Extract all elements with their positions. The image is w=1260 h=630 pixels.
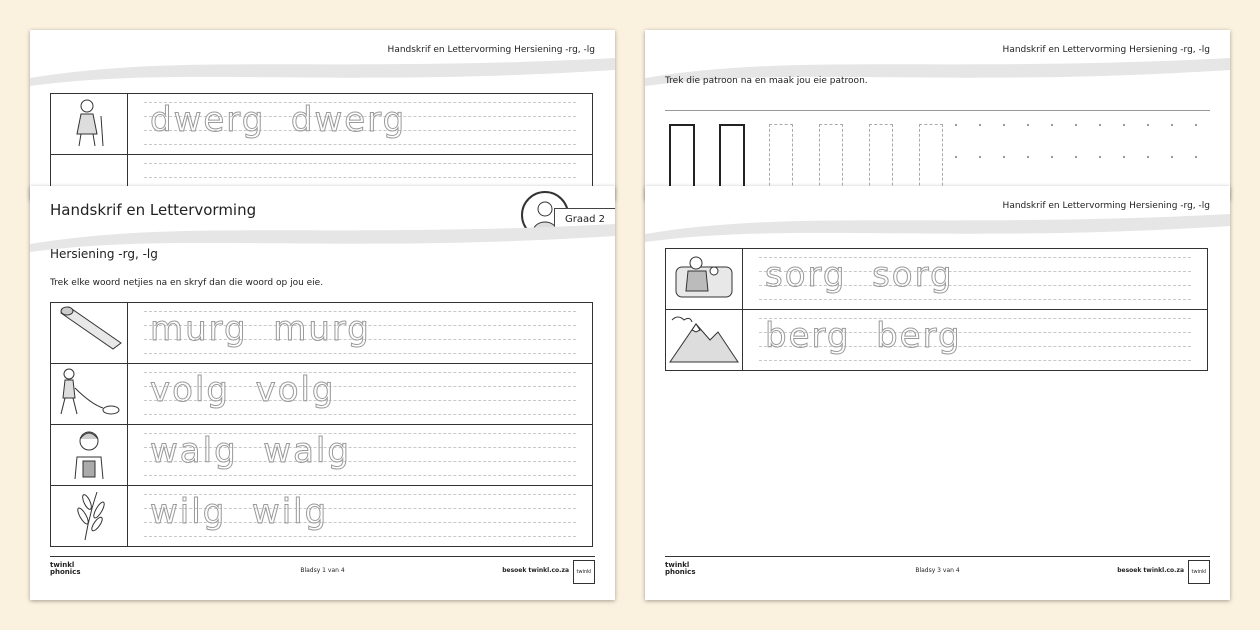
pattern-dot-grid[interactable] (955, 124, 1215, 194)
pattern-baseline (665, 110, 1210, 111)
trace-area[interactable] (128, 364, 593, 425)
pattern-dot (1027, 156, 1029, 158)
front-left-worksheet (30, 186, 615, 600)
footer-url[interactable]: besoek twinkl.co.za (502, 567, 569, 574)
front-right-worksheet (645, 186, 1230, 600)
pattern-dot (955, 156, 957, 158)
boy-walking-dog-picture (51, 364, 128, 425)
footer-divider (665, 556, 1210, 557)
instruction-text: Trek elke woord netjies na en skryf dan die woord op jou eie. (50, 278, 324, 288)
trace-word: walg walg (150, 431, 351, 471)
trace-word: wilg wilg (150, 492, 329, 532)
twinkl-phonics-logo: twinkl phonics (50, 561, 81, 576)
quality-badge-icon: twinkl (1188, 560, 1210, 584)
page-number: Bladsy 3 van 4 (915, 567, 960, 574)
pattern-dot (1195, 156, 1197, 158)
sheet-header: Handskrif en Lettervorming Hersiening -rg, -lg (1002, 201, 1210, 211)
willow-leaf-picture (51, 486, 128, 547)
disgusted-woman-picture (51, 425, 128, 486)
sheet-header: Handskrif en Lettervorming Hersiening -rg, -lg (1002, 45, 1210, 55)
word-table (50, 302, 593, 547)
trace-word: sorg sorg (765, 255, 954, 295)
dwarf-picture (51, 94, 128, 155)
trace-word: murg murg (150, 309, 371, 349)
pattern-dot (955, 124, 957, 126)
grade-badge: Graad 2 (554, 208, 615, 230)
trace-area[interactable] (743, 249, 1208, 310)
trace-word: berg berg (765, 316, 962, 356)
pattern-dot (1147, 124, 1149, 126)
footer-divider (50, 556, 595, 557)
trace-word: volg volg (150, 370, 336, 410)
instruction-text: Trek die patroon na en maak jou eie patroon. (665, 76, 868, 86)
mountain-picture (666, 310, 743, 371)
pattern-dot (1051, 124, 1053, 126)
pattern-dot (979, 124, 981, 126)
pattern-dot (1027, 124, 1029, 126)
back-right-worksheet (645, 30, 1230, 200)
word-table (665, 248, 1208, 371)
page-title: Handskrif en Lettervorming (50, 201, 257, 219)
twinkl-phonics-logo: twinkl phonics (665, 561, 696, 576)
back-left-worksheet (30, 30, 615, 200)
pattern-dot (979, 156, 981, 158)
pattern-dot (1075, 156, 1077, 158)
pattern-dot (1003, 156, 1005, 158)
bone-marrow-picture (51, 303, 128, 364)
pattern-dot (1099, 124, 1101, 126)
pattern-dot (1147, 156, 1149, 158)
header-swoosh (645, 204, 1230, 244)
word-table (50, 93, 593, 200)
pattern-dot (1171, 124, 1173, 126)
header-swoosh (30, 48, 615, 88)
pattern-dot (1075, 124, 1077, 126)
trace-area[interactable] (743, 310, 1208, 371)
pattern-dot (1123, 156, 1125, 158)
pattern-dot (1003, 124, 1005, 126)
trace-area[interactable] (128, 425, 593, 486)
caring-person-picture (666, 249, 743, 310)
pattern-dot (1123, 124, 1125, 126)
footer-url[interactable]: besoek twinkl.co.za (1117, 567, 1184, 574)
pattern-dot (1099, 156, 1101, 158)
pattern-dot (1051, 156, 1053, 158)
trace-area[interactable] (128, 303, 593, 364)
page-subtitle: Hersiening -rg, -lg (50, 247, 158, 261)
page-number: Bladsy 1 van 4 (300, 567, 345, 574)
pattern-dot (1171, 156, 1173, 158)
trace-area[interactable] (128, 486, 593, 547)
trace-word: dwerg dwerg (150, 100, 407, 140)
quality-badge-icon: twinkl (573, 560, 595, 584)
pattern-dot (1195, 124, 1197, 126)
sheet-header: Handskrif en Lettervorming Hersiening -rg, -lg (387, 45, 595, 55)
trace-area[interactable] (128, 94, 593, 155)
